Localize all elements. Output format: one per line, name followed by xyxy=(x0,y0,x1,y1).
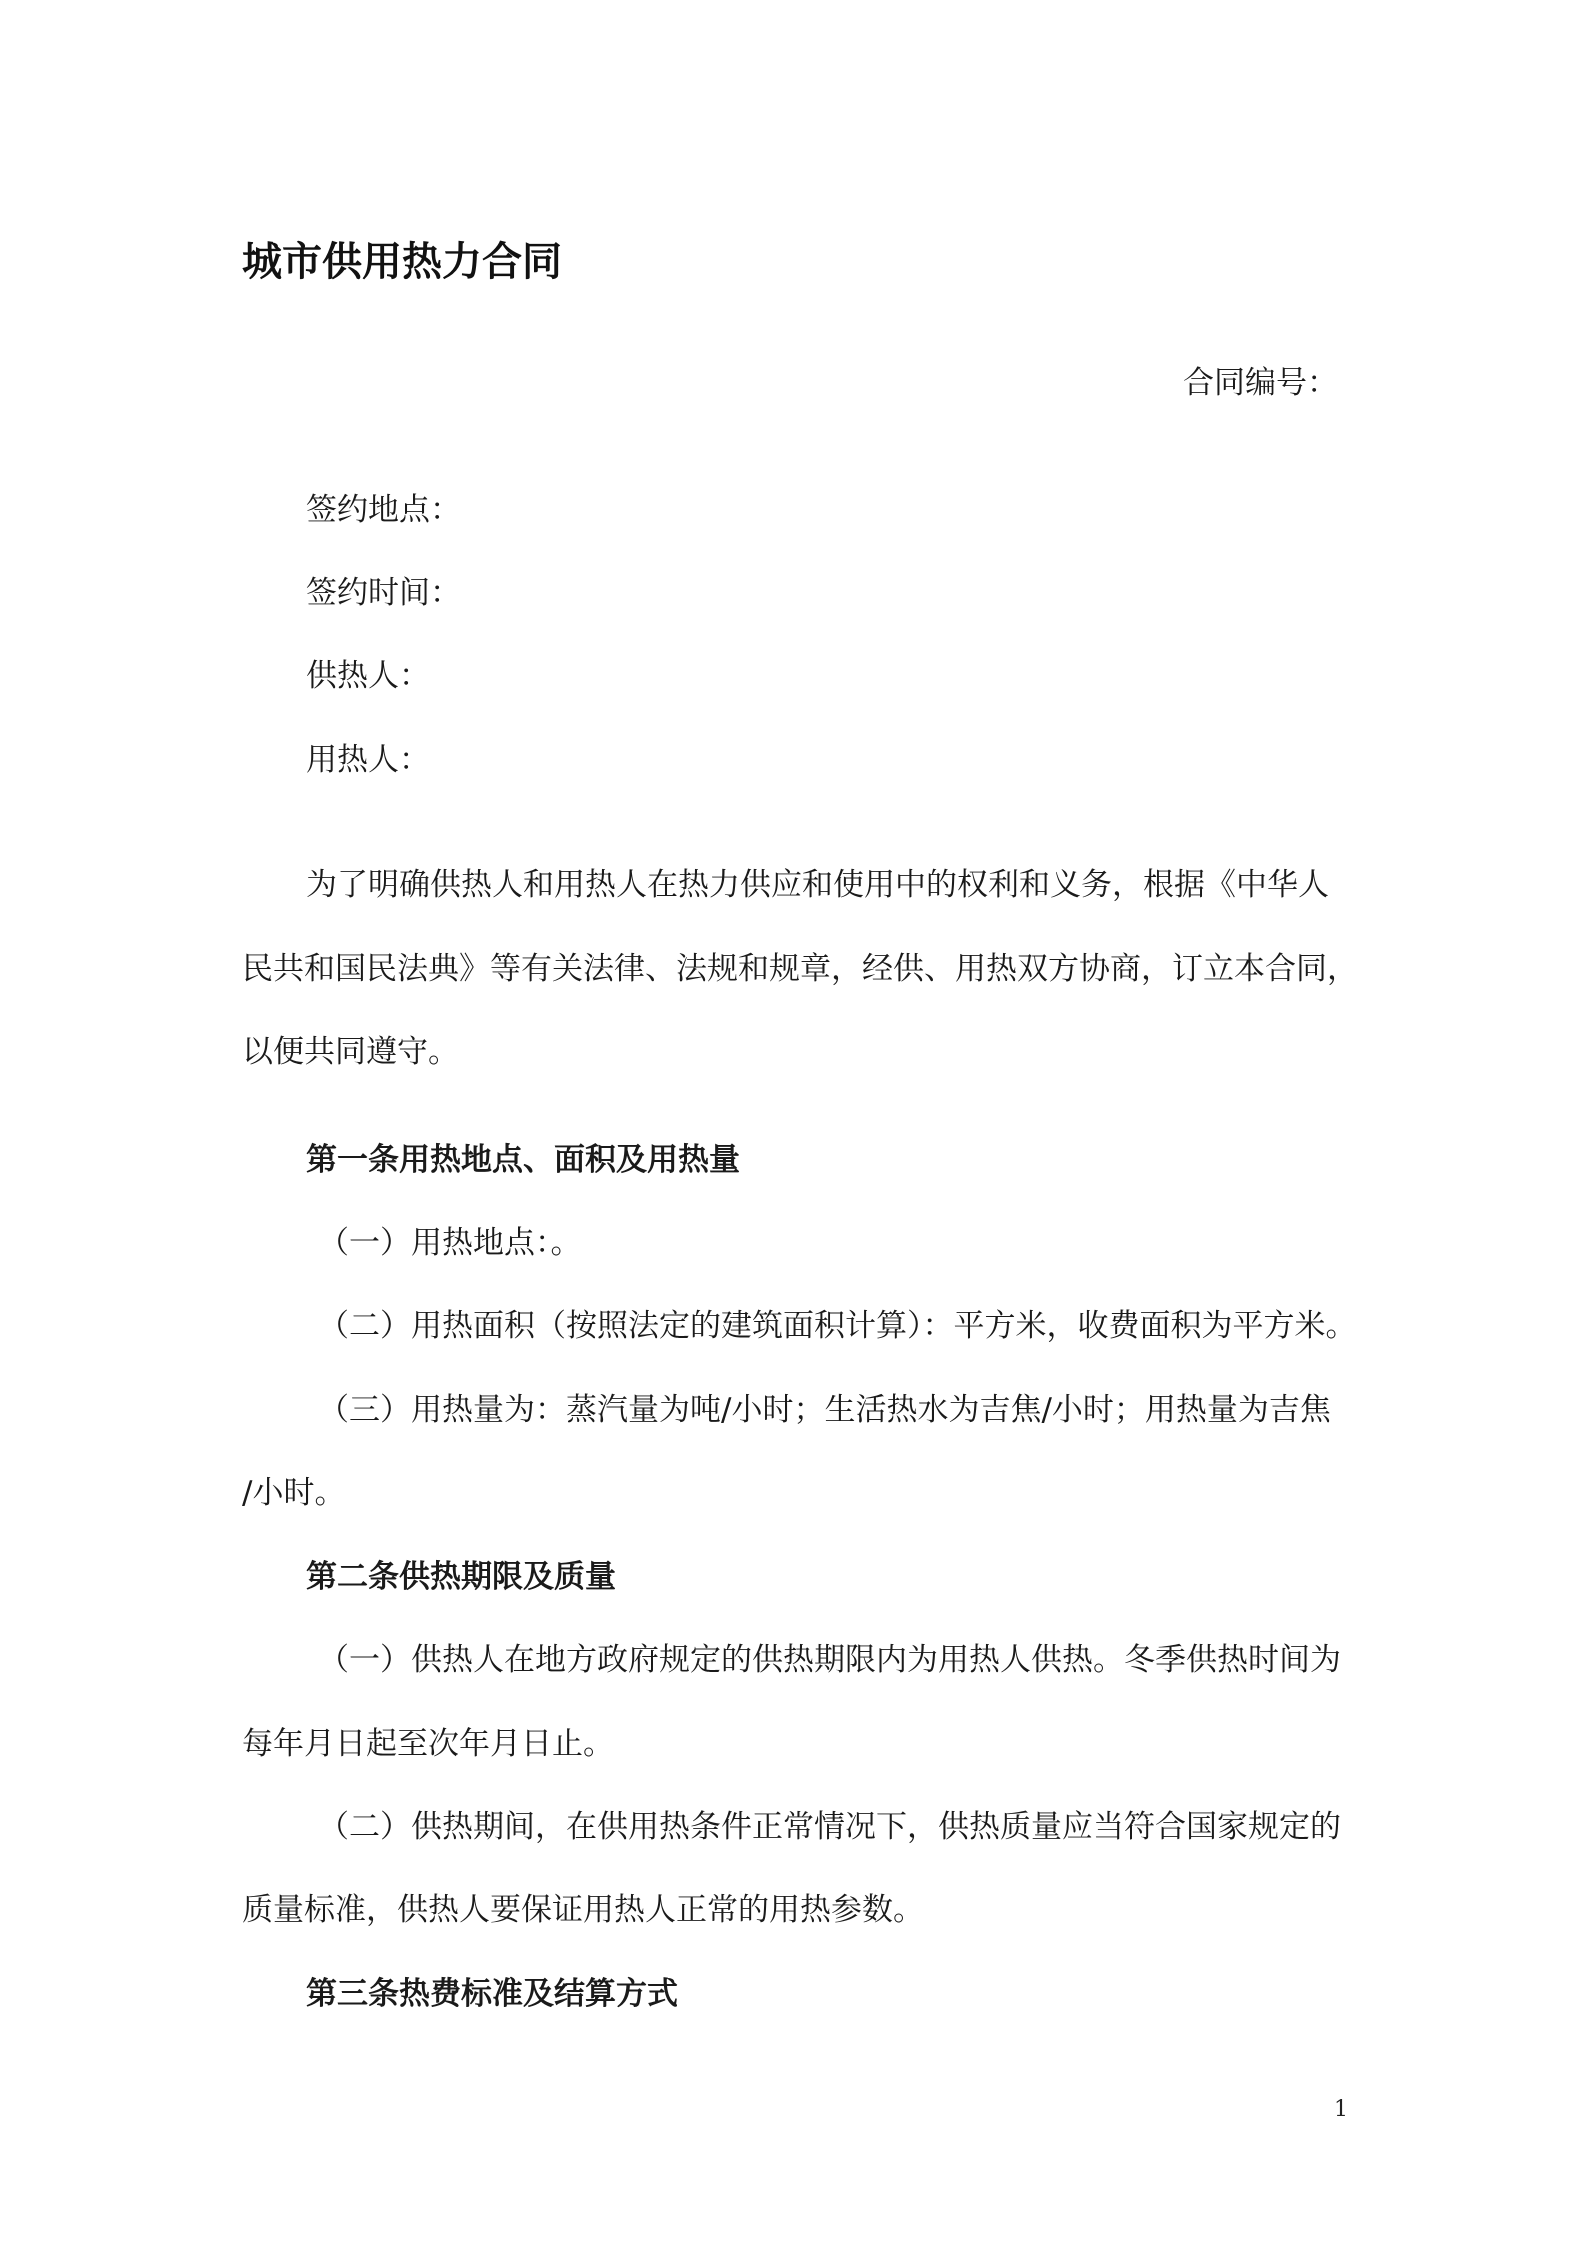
preamble-line-1: 为了明确供热人和用热人在热力供应和使用中的权利和义务，根据《中华人 xyxy=(306,867,1329,903)
article-2-item-1-line-2: 每年月日起至次年月日止。 xyxy=(242,1726,614,1762)
sign-place-field: 签约地点： xyxy=(306,492,461,528)
preamble-line-3: 以便共同遵守。 xyxy=(242,1034,459,1070)
article-3-heading: 第三条热费标准及结算方式 xyxy=(306,1976,678,2012)
sign-time-field: 签约时间： xyxy=(306,575,461,611)
article-2-heading: 第二条供热期限及质量 xyxy=(306,1559,616,1595)
contract-number-label: 合同编号： xyxy=(1183,365,1338,401)
page-number: 1 xyxy=(1334,2097,1348,2122)
article-1-item-3-line-1: （三）用热量为：蒸汽量为吨/小时；生活热水为吉焦/小时；用热量为吉焦 xyxy=(318,1392,1331,1428)
supplier-field: 供热人： xyxy=(306,658,430,694)
article-1-heading: 第一条用热地点、面积及用热量 xyxy=(306,1142,740,1178)
article-2-item-2-line-2: 质量标准，供热人要保证用热人正常的用热参数。 xyxy=(242,1892,924,1928)
article-1-item-1: （一）用热地点：。 xyxy=(318,1225,582,1261)
article-1-item-2: （二）用热面积（按照法定的建筑面积计算）：平方米，收费面积为平方米。 xyxy=(318,1308,1357,1344)
article-2-item-1-line-1: （一）供热人在地方政府规定的供热期限内为用热人供热。冬季供热时间为 xyxy=(318,1642,1341,1678)
article-2-item-2-line-1: （二）供热期间，在供用热条件正常情况下，供热质量应当符合国家规定的 xyxy=(318,1809,1341,1845)
document-title: 城市供用热力合同 xyxy=(242,239,562,285)
user-field: 用热人： xyxy=(306,742,430,778)
article-1-item-3-line-2: /小时。 xyxy=(242,1475,346,1511)
preamble-line-2: 民共和国民法典》等有关法律、法规和规章，经供、用热双方协商，订立本合同， xyxy=(242,951,1358,987)
